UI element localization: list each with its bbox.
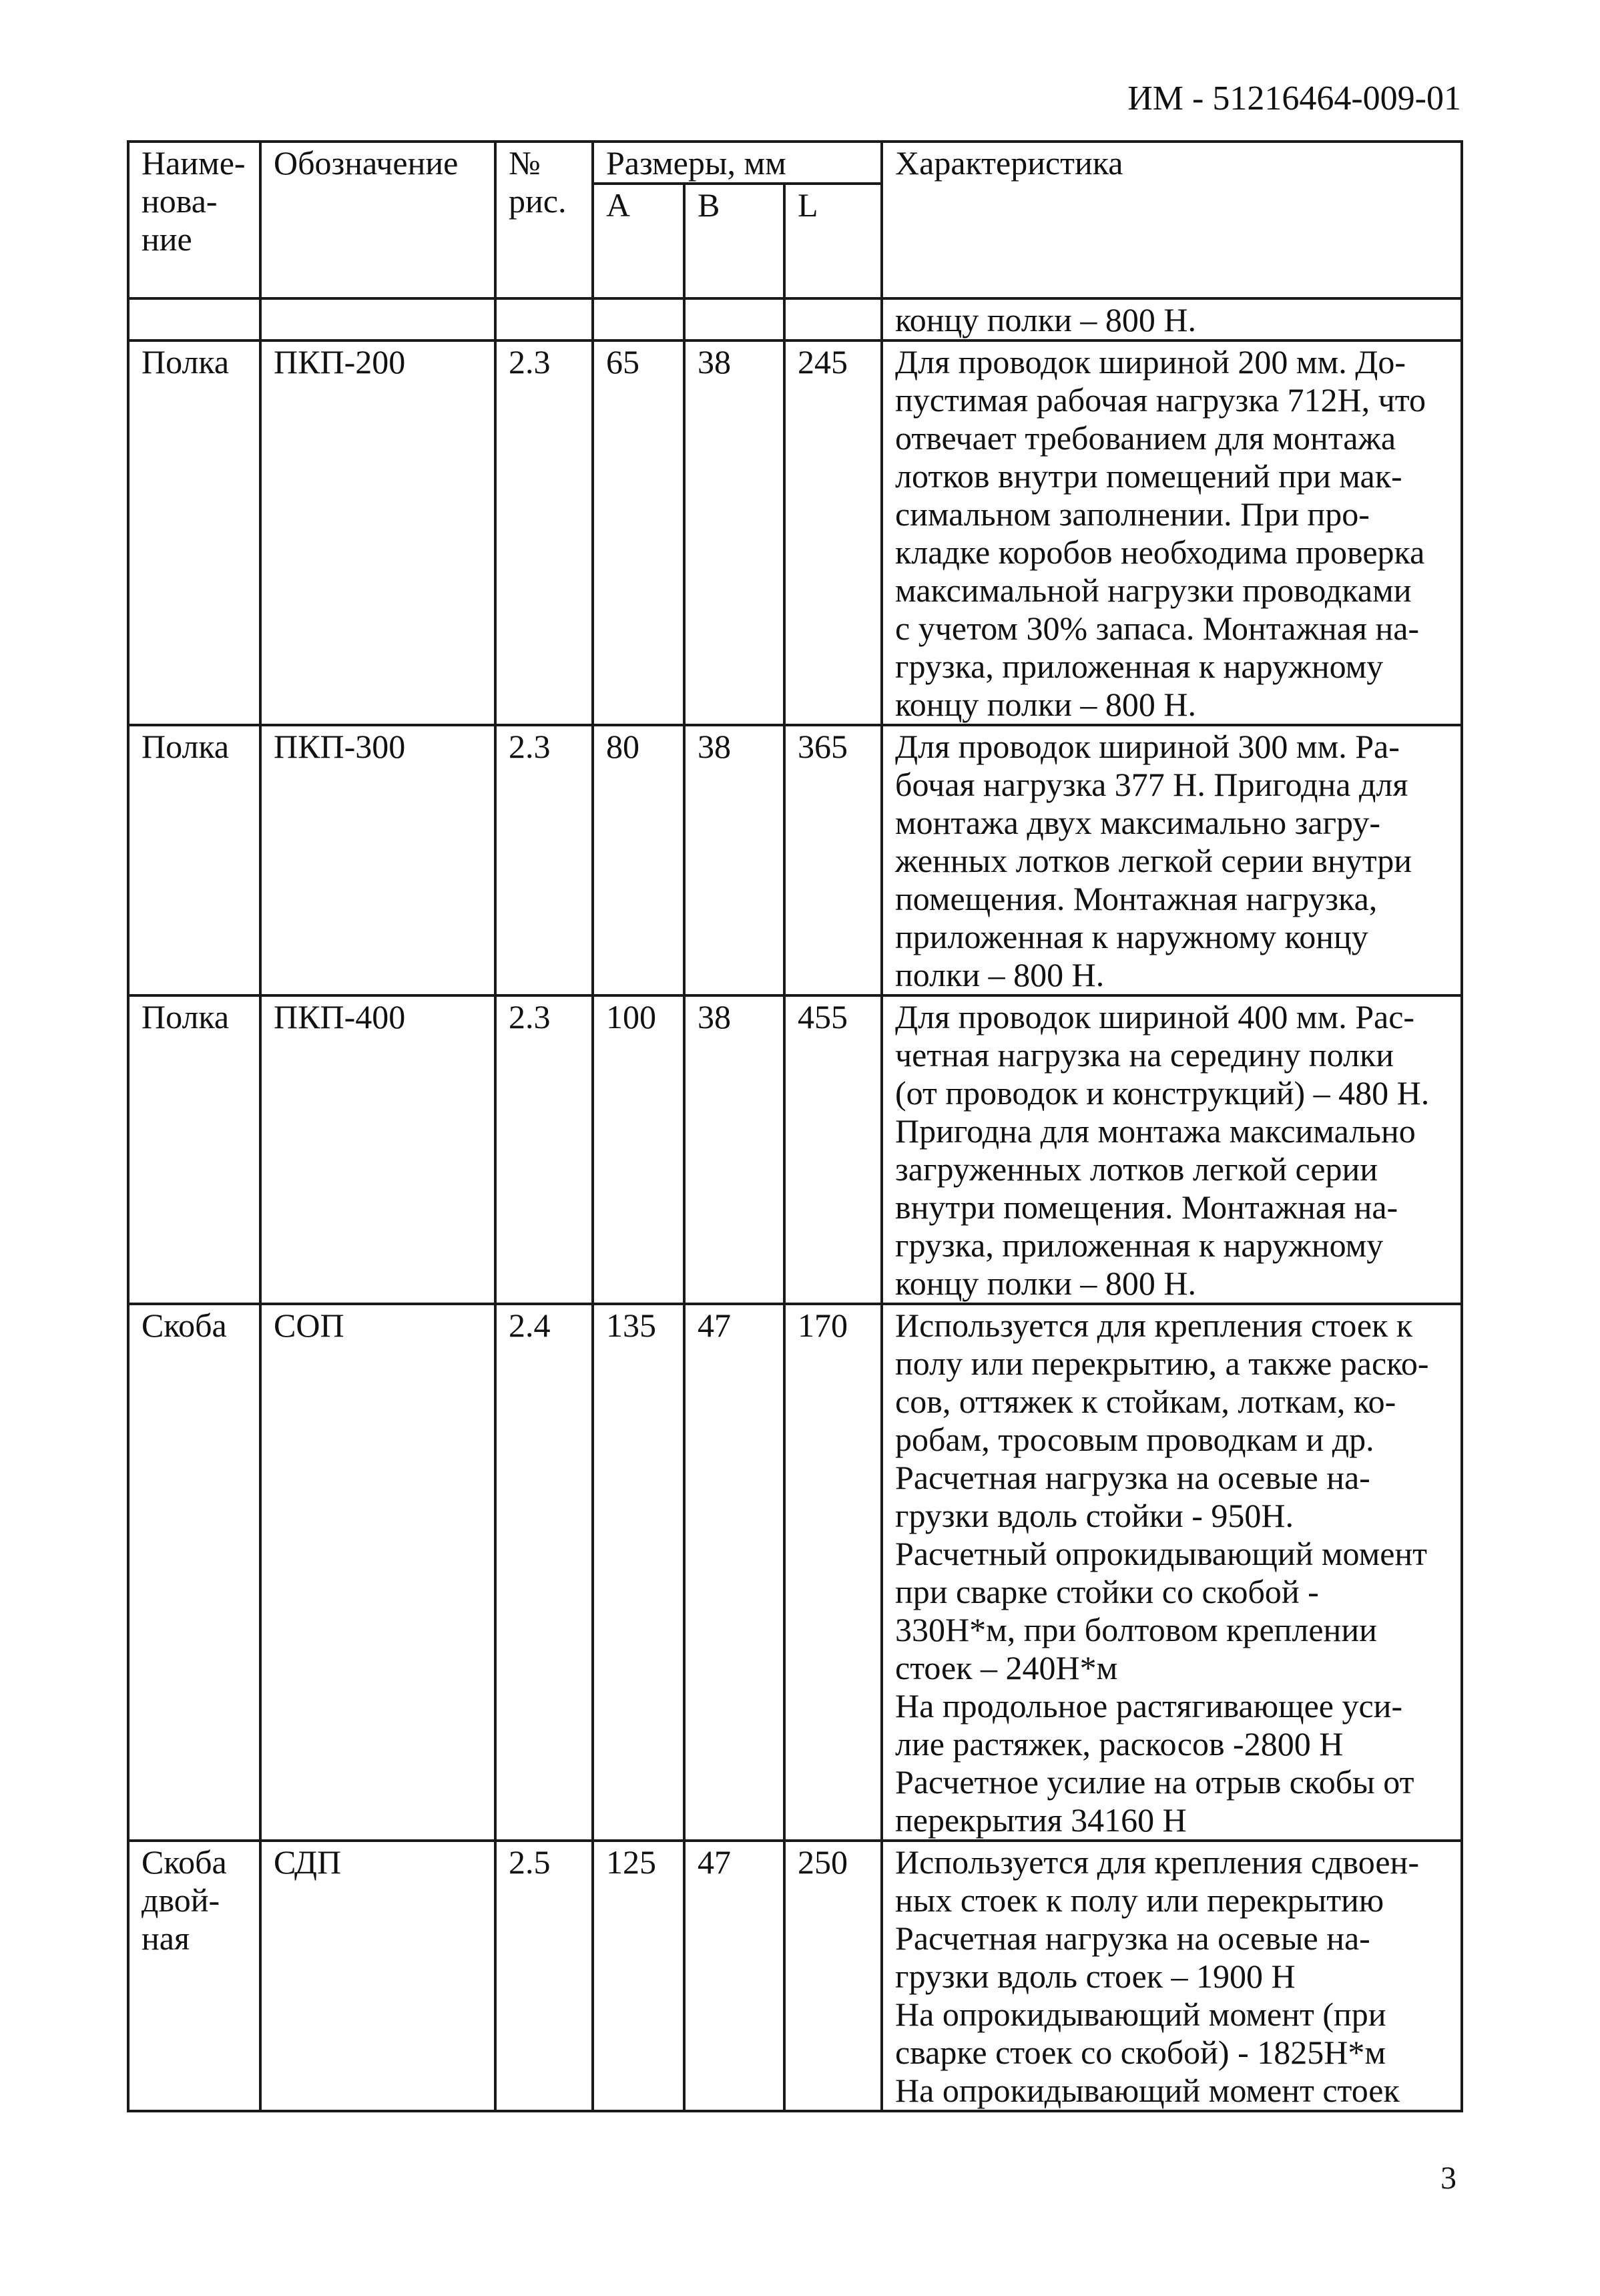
table-row — [128, 1304, 1462, 1841]
page-number: 3 — [1440, 2160, 1456, 2196]
cell-a: 80 — [593, 725, 684, 995]
cell-fig: 2.5 — [495, 1841, 593, 2111]
col-header-characteristic: Характеристика — [882, 142, 1462, 298]
col-header-b: B — [684, 184, 784, 298]
cell-characteristic: Используется для крепления стоек к полу или перекрытию, а также раско- сов, оттяжек к стойкам, лоткам, ко- робам, тросовым проводкам и др. Расчетная нагрузка на осевые на- грузки вдоль стойки - 950Н. Расчетный опрокидывающий момент при сварке стойки со скобой - 330Н*м, при болтовом креплении стоек – 240Н*м На продольное растягивающее уси- лие растяжек, раскосов -2800 Н Расчетное усилие на отрыв скобы от перекрытия 34160 Н — [882, 1304, 1462, 1841]
cell-a — [593, 298, 684, 340]
cell-a: 135 — [593, 1304, 684, 1841]
cell-fig: 2.4 — [495, 1304, 593, 1841]
specification-table — [127, 140, 1463, 2112]
cell-designation — [260, 298, 495, 340]
cell-characteristic: Для проводок шириной 200 мм. До- пустимая рабочая нагрузка 712Н, что отвечает требованием для монтажа лотков внутри помещений при мак- симальном заполнении. При про- кладке коробов необходима проверка максимальной нагрузки проводками с учетом 30% запаса. Монтажная на- грузка, приложенная к наружному концу полки – 800 Н. — [882, 340, 1462, 725]
cell-l: 250 — [784, 1841, 882, 2111]
cell-name: Скоба — [128, 1304, 260, 1841]
table-row — [128, 725, 1462, 995]
cell-b: 38 — [684, 725, 784, 995]
cell-fig: 2.3 — [495, 725, 593, 995]
table-row — [128, 1841, 1462, 2111]
table-row — [128, 298, 1462, 340]
cell-a: 125 — [593, 1841, 684, 2111]
cell-name — [128, 298, 260, 340]
cell-b: 47 — [684, 1304, 784, 1841]
cell-characteristic: Для проводок шириной 400 мм. Рас- четная нагрузка на середину полки (от проводок и конструкций) – 480 Н. Пригодна для монтажа максимально загруженных лотков легкой серии внутри помещения. Монтажная на- грузка, приложенная к наружному концу полки – 800 Н. — [882, 995, 1462, 1304]
header-row — [128, 142, 1462, 184]
cell-a: 100 — [593, 995, 684, 1304]
cell-l: 365 — [784, 725, 882, 995]
cell-characteristic: Для проводок шириной 300 мм. Ра- бочая нагрузка 377 Н. Пригодна для монтажа двух максимально загру- женных лотков легкой серии внутри помещения. Монтажная нагрузка, приложенная к наружному концу полки – 800 Н. — [882, 725, 1462, 995]
cell-b: 38 — [684, 995, 784, 1304]
cell-name: Полка — [128, 725, 260, 995]
cell-characteristic: Используется для крепления сдвоен- ных стоек к полу или перекрытию Расчетная нагрузка на осевые на- грузки вдоль стоек – 1900 Н На опрокидывающий момент (при сварке стоек со скобой) - 1825Н*м На опрокидывающий момент стоек — [882, 1841, 1462, 2111]
cell-name: Скоба двой- ная — [128, 1841, 260, 2111]
cell-b: 47 — [684, 1841, 784, 2111]
cell-designation: ПКП-200 — [260, 340, 495, 725]
table-row — [128, 995, 1462, 1304]
cell-designation: СДП — [260, 1841, 495, 2111]
document-code: ИМ - 51216464-009-01 — [1127, 79, 1461, 118]
cell-l — [784, 298, 882, 340]
col-header-fig: № рис. — [495, 142, 593, 298]
cell-name: Полка — [128, 340, 260, 725]
cell-fig — [495, 298, 593, 340]
col-header-name: Наиме- нова- ние — [128, 142, 260, 298]
col-header-l: L — [784, 184, 882, 298]
cell-name: Полка — [128, 995, 260, 1304]
cell-fig: 2.3 — [495, 995, 593, 1304]
cell-designation: ПКП-300 — [260, 725, 495, 995]
cell-designation: ПКП-400 — [260, 995, 495, 1304]
table-row — [128, 340, 1462, 725]
cell-characteristic: концу полки – 800 Н. — [882, 298, 1462, 340]
col-header-sizes: Размеры, мм — [593, 142, 882, 184]
cell-l: 170 — [784, 1304, 882, 1841]
col-header-a: A — [593, 184, 684, 298]
cell-l: 245 — [784, 340, 882, 725]
col-header-designation: Обозначение — [260, 142, 495, 298]
cell-b — [684, 298, 784, 340]
cell-a: 65 — [593, 340, 684, 725]
cell-fig: 2.3 — [495, 340, 593, 725]
cell-l: 455 — [784, 995, 882, 1304]
cell-b: 38 — [684, 340, 784, 725]
cell-designation: СОП — [260, 1304, 495, 1841]
